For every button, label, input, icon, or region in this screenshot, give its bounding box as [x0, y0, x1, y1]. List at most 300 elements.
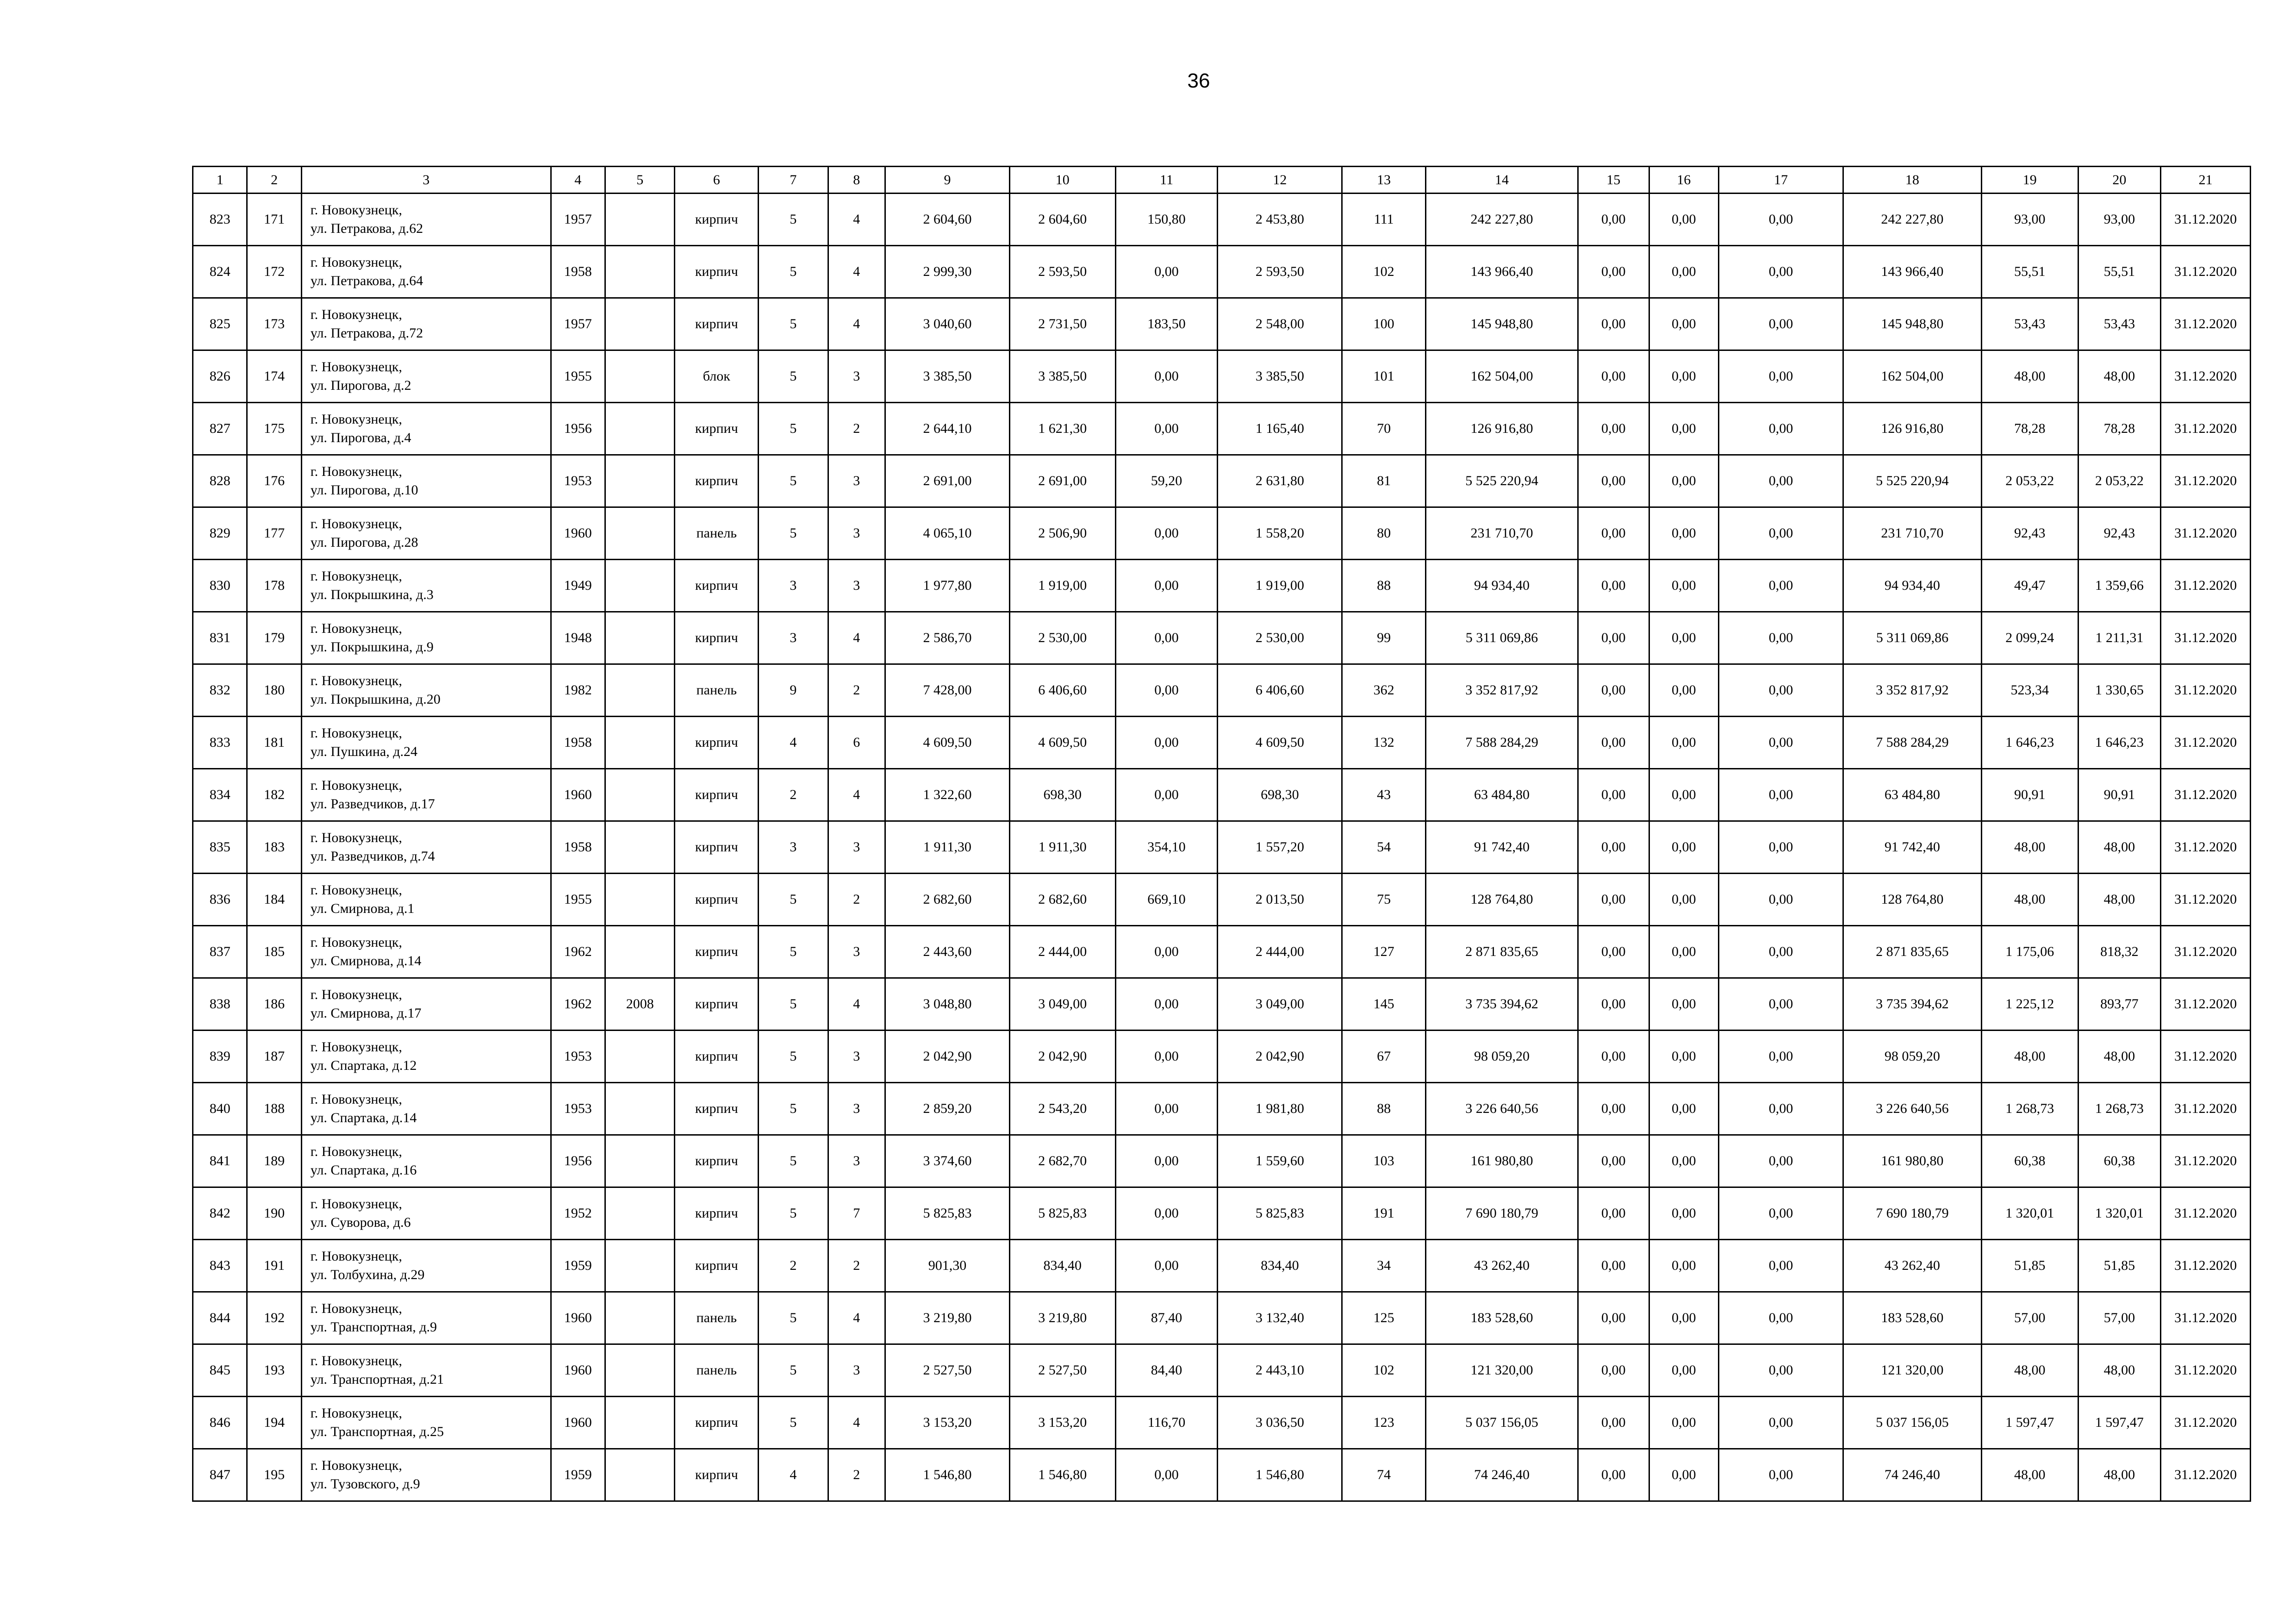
column-number-header: 4: [551, 167, 605, 194]
cell-col-1: 837: [193, 926, 247, 978]
table-row: [193, 194, 2251, 246]
cell-col-18: 128 764,80: [1843, 874, 1981, 926]
cell-col-14: 3 226 640,56: [1425, 1083, 1578, 1135]
cell-col-11: 0,00: [1115, 664, 1218, 717]
cell-col-9: 1 546,80: [885, 1449, 1009, 1501]
cell-col-14: 183 528,60: [1425, 1292, 1578, 1344]
table-row: [193, 612, 2251, 664]
cell-col-14: 3 352 817,92: [1425, 664, 1578, 717]
cell-col-2: 171: [247, 194, 301, 246]
cell-col-9: 3 040,60: [885, 298, 1009, 350]
cell-col-18: 5 037 156,05: [1843, 1397, 1981, 1449]
cell-col-1: 844: [193, 1292, 247, 1344]
address-city: г. Новокузнецк,: [310, 359, 402, 375]
column-number-header: 6: [675, 167, 759, 194]
cell-col-5: [605, 874, 675, 926]
cell-col-21: 31.12.2020: [2161, 246, 2251, 298]
cell-col-19: 57,00: [1981, 1292, 2078, 1344]
cell-col-5: [605, 298, 675, 350]
table-row: [193, 717, 2251, 769]
address-city: г. Новокузнецк,: [310, 673, 402, 688]
cell-col-12: 1 546,80: [1218, 1449, 1342, 1501]
cell-col-9: 1 911,30: [885, 821, 1009, 874]
table-row: [193, 821, 2251, 874]
column-number-header: 11: [1115, 167, 1218, 194]
cell-col-15: 0,00: [1578, 1240, 1649, 1292]
cell-col-17: 0,00: [1719, 350, 1843, 403]
cell-col-18: 5 525 220,94: [1843, 455, 1981, 507]
address-city: г. Новокузнецк,: [310, 202, 402, 218]
cell-col-9: 3 153,20: [885, 1397, 1009, 1449]
cell-col-5: [605, 1135, 675, 1187]
cell-col-17: 0,00: [1719, 1031, 1843, 1083]
cell-col-15: 0,00: [1578, 455, 1649, 507]
cell-col-21: 31.12.2020: [2161, 1135, 2251, 1187]
cell-col-14: 162 504,00: [1425, 350, 1578, 403]
cell-col-10: 3 219,80: [1009, 1292, 1115, 1344]
cell-col-2: 179: [247, 612, 301, 664]
cell-col-12: 698,30: [1218, 769, 1342, 821]
cell-col-17: 0,00: [1719, 1240, 1843, 1292]
cell-col-1: 824: [193, 246, 247, 298]
cell-col-15: 0,00: [1578, 1344, 1649, 1397]
cell-col-13: 70: [1342, 403, 1426, 455]
cell-col-14: 143 966,40: [1425, 246, 1578, 298]
cell-col-21: 31.12.2020: [2161, 350, 2251, 403]
cell-col-4: 1962: [551, 978, 605, 1031]
cell-col-10: 2 731,50: [1009, 298, 1115, 350]
cell-col-20: 57,00: [2078, 1292, 2161, 1344]
cell-col-2: 175: [247, 403, 301, 455]
address-city: г. Новокузнецк,: [310, 464, 402, 479]
address-cell: [301, 926, 551, 978]
cell-col-14: 7 588 284,29: [1425, 717, 1578, 769]
cell-col-16: 0,00: [1649, 560, 1719, 612]
cell-col-1: 827: [193, 403, 247, 455]
cell-col-7: 5: [759, 926, 828, 978]
cell-col-14: 2 871 835,65: [1425, 926, 1578, 978]
cell-col-10: 2 543,20: [1009, 1083, 1115, 1135]
cell-col-1: 835: [193, 821, 247, 874]
cell-col-4: 1953: [551, 1031, 605, 1083]
cell-col-17: 0,00: [1719, 1083, 1843, 1135]
cell-col-20: 1 211,31: [2078, 612, 2161, 664]
address-cell: [301, 298, 551, 350]
address-city: г. Новокузнецк,: [310, 307, 402, 322]
cell-col-1: 845: [193, 1344, 247, 1397]
cell-col-9: 901,30: [885, 1240, 1009, 1292]
cell-col-1: 843: [193, 1240, 247, 1292]
cell-col-2: 181: [247, 717, 301, 769]
cell-col-17: 0,00: [1719, 1449, 1843, 1501]
cell-col-1: 847: [193, 1449, 247, 1501]
cell-col-20: 53,43: [2078, 298, 2161, 350]
cell-col-20: 1 359,66: [2078, 560, 2161, 612]
cell-col-8: 3: [828, 1031, 885, 1083]
address-street: ул. Транспортная, д.25: [310, 1424, 444, 1439]
address-city: г. Новокузнецк,: [310, 1039, 402, 1055]
cell-col-15: 0,00: [1578, 769, 1649, 821]
address-street: ул. Разведчиков, д.74: [310, 849, 435, 864]
cell-col-6: панель: [675, 664, 759, 717]
cell-col-17: 0,00: [1719, 1135, 1843, 1187]
address-cell: [301, 1449, 551, 1501]
cell-col-2: 176: [247, 455, 301, 507]
cell-col-12: 3 132,40: [1218, 1292, 1342, 1344]
cell-col-21: 31.12.2020: [2161, 1083, 2251, 1135]
cell-col-1: 838: [193, 978, 247, 1031]
cell-col-16: 0,00: [1649, 769, 1719, 821]
cell-col-16: 0,00: [1649, 1083, 1719, 1135]
column-number-header: 14: [1425, 167, 1578, 194]
address-city: г. Новокузнецк,: [310, 1144, 402, 1159]
address-city: г. Новокузнецк,: [310, 725, 402, 741]
cell-col-5: [605, 1397, 675, 1449]
cell-col-16: 0,00: [1649, 1240, 1719, 1292]
cell-col-4: 1958: [551, 246, 605, 298]
cell-col-15: 0,00: [1578, 1031, 1649, 1083]
cell-col-7: 3: [759, 560, 828, 612]
cell-col-18: 7 690 180,79: [1843, 1187, 1981, 1240]
cell-col-11: 0,00: [1115, 246, 1218, 298]
cell-col-17: 0,00: [1719, 298, 1843, 350]
cell-col-12: 1 981,80: [1218, 1083, 1342, 1135]
cell-col-1: 826: [193, 350, 247, 403]
cell-col-14: 91 742,40: [1425, 821, 1578, 874]
cell-col-13: 88: [1342, 560, 1426, 612]
cell-col-14: 128 764,80: [1425, 874, 1578, 926]
cell-col-17: 0,00: [1719, 194, 1843, 246]
cell-col-19: 48,00: [1981, 1449, 2078, 1501]
cell-col-13: 102: [1342, 246, 1426, 298]
cell-col-16: 0,00: [1649, 1397, 1719, 1449]
address-cell: [301, 1187, 551, 1240]
cell-col-14: 7 690 180,79: [1425, 1187, 1578, 1240]
cell-col-12: 3 049,00: [1218, 978, 1342, 1031]
cell-col-15: 0,00: [1578, 978, 1649, 1031]
cell-col-20: 90,91: [2078, 769, 2161, 821]
cell-col-6: кирпич: [675, 560, 759, 612]
cell-col-21: 31.12.2020: [2161, 821, 2251, 874]
cell-col-10: 1 546,80: [1009, 1449, 1115, 1501]
address-cell: [301, 194, 551, 246]
cell-col-14: 121 320,00: [1425, 1344, 1578, 1397]
cell-col-11: 150,80: [1115, 194, 1218, 246]
cell-col-10: 2 593,50: [1009, 246, 1115, 298]
cell-col-2: 180: [247, 664, 301, 717]
column-number-header: 2: [247, 167, 301, 194]
cell-col-11: 0,00: [1115, 926, 1218, 978]
cell-col-14: 5 525 220,94: [1425, 455, 1578, 507]
cell-col-6: кирпич: [675, 978, 759, 1031]
cell-col-9: 1 322,60: [885, 769, 1009, 821]
cell-col-19: 51,85: [1981, 1240, 2078, 1292]
cell-col-4: 1956: [551, 1135, 605, 1187]
table-row: [193, 350, 2251, 403]
cell-col-11: 0,00: [1115, 507, 1218, 560]
table-row: [193, 874, 2251, 926]
address-street: ул. Пушкина, д.24: [310, 744, 417, 759]
cell-col-6: кирпич: [675, 612, 759, 664]
address-city: г. Новокузнецк,: [310, 1405, 402, 1421]
cell-col-19: 1 320,01: [1981, 1187, 2078, 1240]
cell-col-13: 75: [1342, 874, 1426, 926]
cell-col-16: 0,00: [1649, 246, 1719, 298]
cell-col-19: 1 268,73: [1981, 1083, 2078, 1135]
cell-col-4: 1953: [551, 455, 605, 507]
cell-col-9: 2 644,10: [885, 403, 1009, 455]
cell-col-15: 0,00: [1578, 874, 1649, 926]
address-cell: [301, 1397, 551, 1449]
cell-col-5: [605, 507, 675, 560]
cell-col-21: 31.12.2020: [2161, 298, 2251, 350]
cell-col-7: 5: [759, 874, 828, 926]
cell-col-12: 6 406,60: [1218, 664, 1342, 717]
cell-col-20: 1 597,47: [2078, 1397, 2161, 1449]
address-city: г. Новокузнецк,: [310, 516, 402, 531]
cell-col-4: 1962: [551, 926, 605, 978]
cell-col-7: 5: [759, 1083, 828, 1135]
cell-col-2: 183: [247, 821, 301, 874]
cell-col-21: 31.12.2020: [2161, 874, 2251, 926]
cell-col-10: 5 825,83: [1009, 1187, 1115, 1240]
cell-col-4: 1957: [551, 298, 605, 350]
address-city: г. Новокузнецк,: [310, 935, 402, 950]
cell-col-21: 31.12.2020: [2161, 769, 2251, 821]
address-street: ул. Покрышкина, д.9: [310, 639, 434, 655]
cell-col-13: 80: [1342, 507, 1426, 560]
cell-col-8: 3: [828, 821, 885, 874]
cell-col-8: 6: [828, 717, 885, 769]
cell-col-20: 48,00: [2078, 1031, 2161, 1083]
cell-col-5: [605, 350, 675, 403]
cell-col-8: 3: [828, 507, 885, 560]
cell-col-4: 1960: [551, 507, 605, 560]
address-street: ул. Спартака, д.14: [310, 1110, 417, 1125]
cell-col-8: 7: [828, 1187, 885, 1240]
cell-col-6: кирпич: [675, 874, 759, 926]
cell-col-5: [605, 1031, 675, 1083]
cell-col-5: [605, 1344, 675, 1397]
cell-col-19: 78,28: [1981, 403, 2078, 455]
cell-col-8: 3: [828, 1083, 885, 1135]
address-city: г. Новокузнецк,: [310, 1092, 402, 1107]
cell-col-16: 0,00: [1649, 664, 1719, 717]
cell-col-6: кирпич: [675, 403, 759, 455]
cell-col-9: 2 586,70: [885, 612, 1009, 664]
cell-col-19: 48,00: [1981, 1344, 2078, 1397]
table-row: [193, 1031, 2251, 1083]
cell-col-14: 242 227,80: [1425, 194, 1578, 246]
cell-col-1: 830: [193, 560, 247, 612]
cell-col-16: 0,00: [1649, 1031, 1719, 1083]
cell-col-5: [605, 717, 675, 769]
cell-col-5: [605, 612, 675, 664]
cell-col-9: 2 691,00: [885, 455, 1009, 507]
cell-col-7: 5: [759, 1031, 828, 1083]
cell-col-6: кирпич: [675, 926, 759, 978]
cell-col-4: 1960: [551, 1397, 605, 1449]
column-number-header: 15: [1578, 167, 1649, 194]
address-street: ул. Толбухина, д.29: [310, 1267, 425, 1282]
cell-col-15: 0,00: [1578, 246, 1649, 298]
cell-col-12: 3 036,50: [1218, 1397, 1342, 1449]
cell-col-10: 698,30: [1009, 769, 1115, 821]
cell-col-6: кирпич: [675, 717, 759, 769]
column-number-header: 16: [1649, 167, 1719, 194]
cell-col-7: 5: [759, 1344, 828, 1397]
cell-col-16: 0,00: [1649, 403, 1719, 455]
cell-col-8: 3: [828, 1135, 885, 1187]
cell-col-11: 183,50: [1115, 298, 1218, 350]
cell-col-11: 0,00: [1115, 350, 1218, 403]
cell-col-7: 5: [759, 1187, 828, 1240]
cell-col-10: 2 506,90: [1009, 507, 1115, 560]
cell-col-11: 0,00: [1115, 717, 1218, 769]
address-street: ул. Пирогова, д.2: [310, 378, 411, 393]
cell-col-5: 2008: [605, 978, 675, 1031]
cell-col-17: 0,00: [1719, 560, 1843, 612]
address-street: ул. Покрышкина, д.3: [310, 587, 434, 602]
cell-col-9: 2 042,90: [885, 1031, 1009, 1083]
cell-col-2: 184: [247, 874, 301, 926]
cell-col-12: 1 557,20: [1218, 821, 1342, 874]
cell-col-1: 836: [193, 874, 247, 926]
cell-col-10: 2 682,60: [1009, 874, 1115, 926]
address-city: г. Новокузнецк,: [310, 1458, 402, 1473]
cell-col-6: кирпич: [675, 194, 759, 246]
cell-col-17: 0,00: [1719, 874, 1843, 926]
cell-col-13: 145: [1342, 978, 1426, 1031]
cell-col-10: 2 530,00: [1009, 612, 1115, 664]
address-street: ул. Смирнова, д.14: [310, 953, 422, 968]
cell-col-19: 53,43: [1981, 298, 2078, 350]
cell-col-21: 31.12.2020: [2161, 507, 2251, 560]
cell-col-10: 3 385,50: [1009, 350, 1115, 403]
cell-col-15: 0,00: [1578, 1187, 1649, 1240]
cell-col-14: 161 980,80: [1425, 1135, 1578, 1187]
cell-col-8: 3: [828, 560, 885, 612]
cell-col-15: 0,00: [1578, 1397, 1649, 1449]
cell-col-10: 2 682,70: [1009, 1135, 1115, 1187]
cell-col-11: 0,00: [1115, 1135, 1218, 1187]
cell-col-11: 59,20: [1115, 455, 1218, 507]
cell-col-6: кирпич: [675, 769, 759, 821]
cell-col-19: 49,47: [1981, 560, 2078, 612]
cell-col-17: 0,00: [1719, 926, 1843, 978]
column-number-header: 20: [2078, 167, 2161, 194]
table-row: [193, 1135, 2251, 1187]
cell-col-13: 362: [1342, 664, 1426, 717]
address-street: ул. Пирогова, д.4: [310, 430, 411, 445]
cell-col-18: 231 710,70: [1843, 507, 1981, 560]
table-row: [193, 978, 2251, 1031]
cell-col-6: кирпич: [675, 1135, 759, 1187]
address-city: г. Новокузнецк,: [310, 568, 402, 584]
cell-col-11: 0,00: [1115, 1449, 1218, 1501]
table-row: [193, 507, 2251, 560]
cell-col-7: 5: [759, 403, 828, 455]
cell-col-17: 0,00: [1719, 769, 1843, 821]
cell-col-4: 1957: [551, 194, 605, 246]
cell-col-2: 191: [247, 1240, 301, 1292]
cell-col-10: 3 049,00: [1009, 978, 1115, 1031]
cell-col-16: 0,00: [1649, 350, 1719, 403]
cell-col-16: 0,00: [1649, 1135, 1719, 1187]
address-street: ул. Тузовского, д.9: [310, 1476, 420, 1492]
cell-col-21: 31.12.2020: [2161, 1344, 2251, 1397]
cell-col-10: 3 153,20: [1009, 1397, 1115, 1449]
cell-col-20: 1 320,01: [2078, 1187, 2161, 1240]
cell-col-8: 3: [828, 350, 885, 403]
address-street: ул. Суворова, д.6: [310, 1215, 411, 1230]
cell-col-13: 67: [1342, 1031, 1426, 1083]
cell-col-4: 1953: [551, 1083, 605, 1135]
cell-col-10: 1 911,30: [1009, 821, 1115, 874]
cell-col-1: 839: [193, 1031, 247, 1083]
cell-col-2: 172: [247, 246, 301, 298]
cell-col-2: 182: [247, 769, 301, 821]
cell-col-17: 0,00: [1719, 664, 1843, 717]
cell-col-14: 5 037 156,05: [1425, 1397, 1578, 1449]
cell-col-16: 0,00: [1649, 1292, 1719, 1344]
cell-col-1: 842: [193, 1187, 247, 1240]
cell-col-6: кирпич: [675, 1397, 759, 1449]
cell-col-11: 0,00: [1115, 769, 1218, 821]
cell-col-16: 0,00: [1649, 298, 1719, 350]
cell-col-11: 116,70: [1115, 1397, 1218, 1449]
table-row: [193, 560, 2251, 612]
address-city: г. Новокузнецк,: [310, 830, 402, 845]
cell-col-18: 5 311 069,86: [1843, 612, 1981, 664]
cell-col-16: 0,00: [1649, 1449, 1719, 1501]
cell-col-13: 81: [1342, 455, 1426, 507]
cell-col-15: 0,00: [1578, 717, 1649, 769]
cell-col-19: 2 099,24: [1981, 612, 2078, 664]
cell-col-11: 0,00: [1115, 403, 1218, 455]
cell-col-17: 0,00: [1719, 455, 1843, 507]
cell-col-1: 823: [193, 194, 247, 246]
cell-col-4: 1958: [551, 821, 605, 874]
cell-col-20: 78,28: [2078, 403, 2161, 455]
address-city: г. Новокузнецк,: [310, 1249, 402, 1264]
cell-col-13: 125: [1342, 1292, 1426, 1344]
address-cell: [301, 874, 551, 926]
cell-col-18: 63 484,80: [1843, 769, 1981, 821]
cell-col-9: 2 682,60: [885, 874, 1009, 926]
cell-col-18: 183 528,60: [1843, 1292, 1981, 1344]
cell-col-8: 4: [828, 298, 885, 350]
cell-col-13: 88: [1342, 1083, 1426, 1135]
cell-col-20: 55,51: [2078, 246, 2161, 298]
address-city: г. Новокузнецк,: [310, 412, 402, 427]
cell-col-8: 2: [828, 874, 885, 926]
cell-col-4: 1952: [551, 1187, 605, 1240]
cell-col-5: [605, 664, 675, 717]
cell-col-2: 185: [247, 926, 301, 978]
cell-col-4: 1960: [551, 769, 605, 821]
cell-col-9: 3 374,60: [885, 1135, 1009, 1187]
cell-col-9: 1 977,80: [885, 560, 1009, 612]
cell-col-9: 7 428,00: [885, 664, 1009, 717]
cell-col-5: [605, 403, 675, 455]
address-street: ул. Разведчиков, д.17: [310, 796, 435, 812]
address-cell: [301, 455, 551, 507]
cell-col-18: 7 588 284,29: [1843, 717, 1981, 769]
cell-col-4: 1959: [551, 1449, 605, 1501]
cell-col-10: 1 621,30: [1009, 403, 1115, 455]
cell-col-19: 1 175,06: [1981, 926, 2078, 978]
